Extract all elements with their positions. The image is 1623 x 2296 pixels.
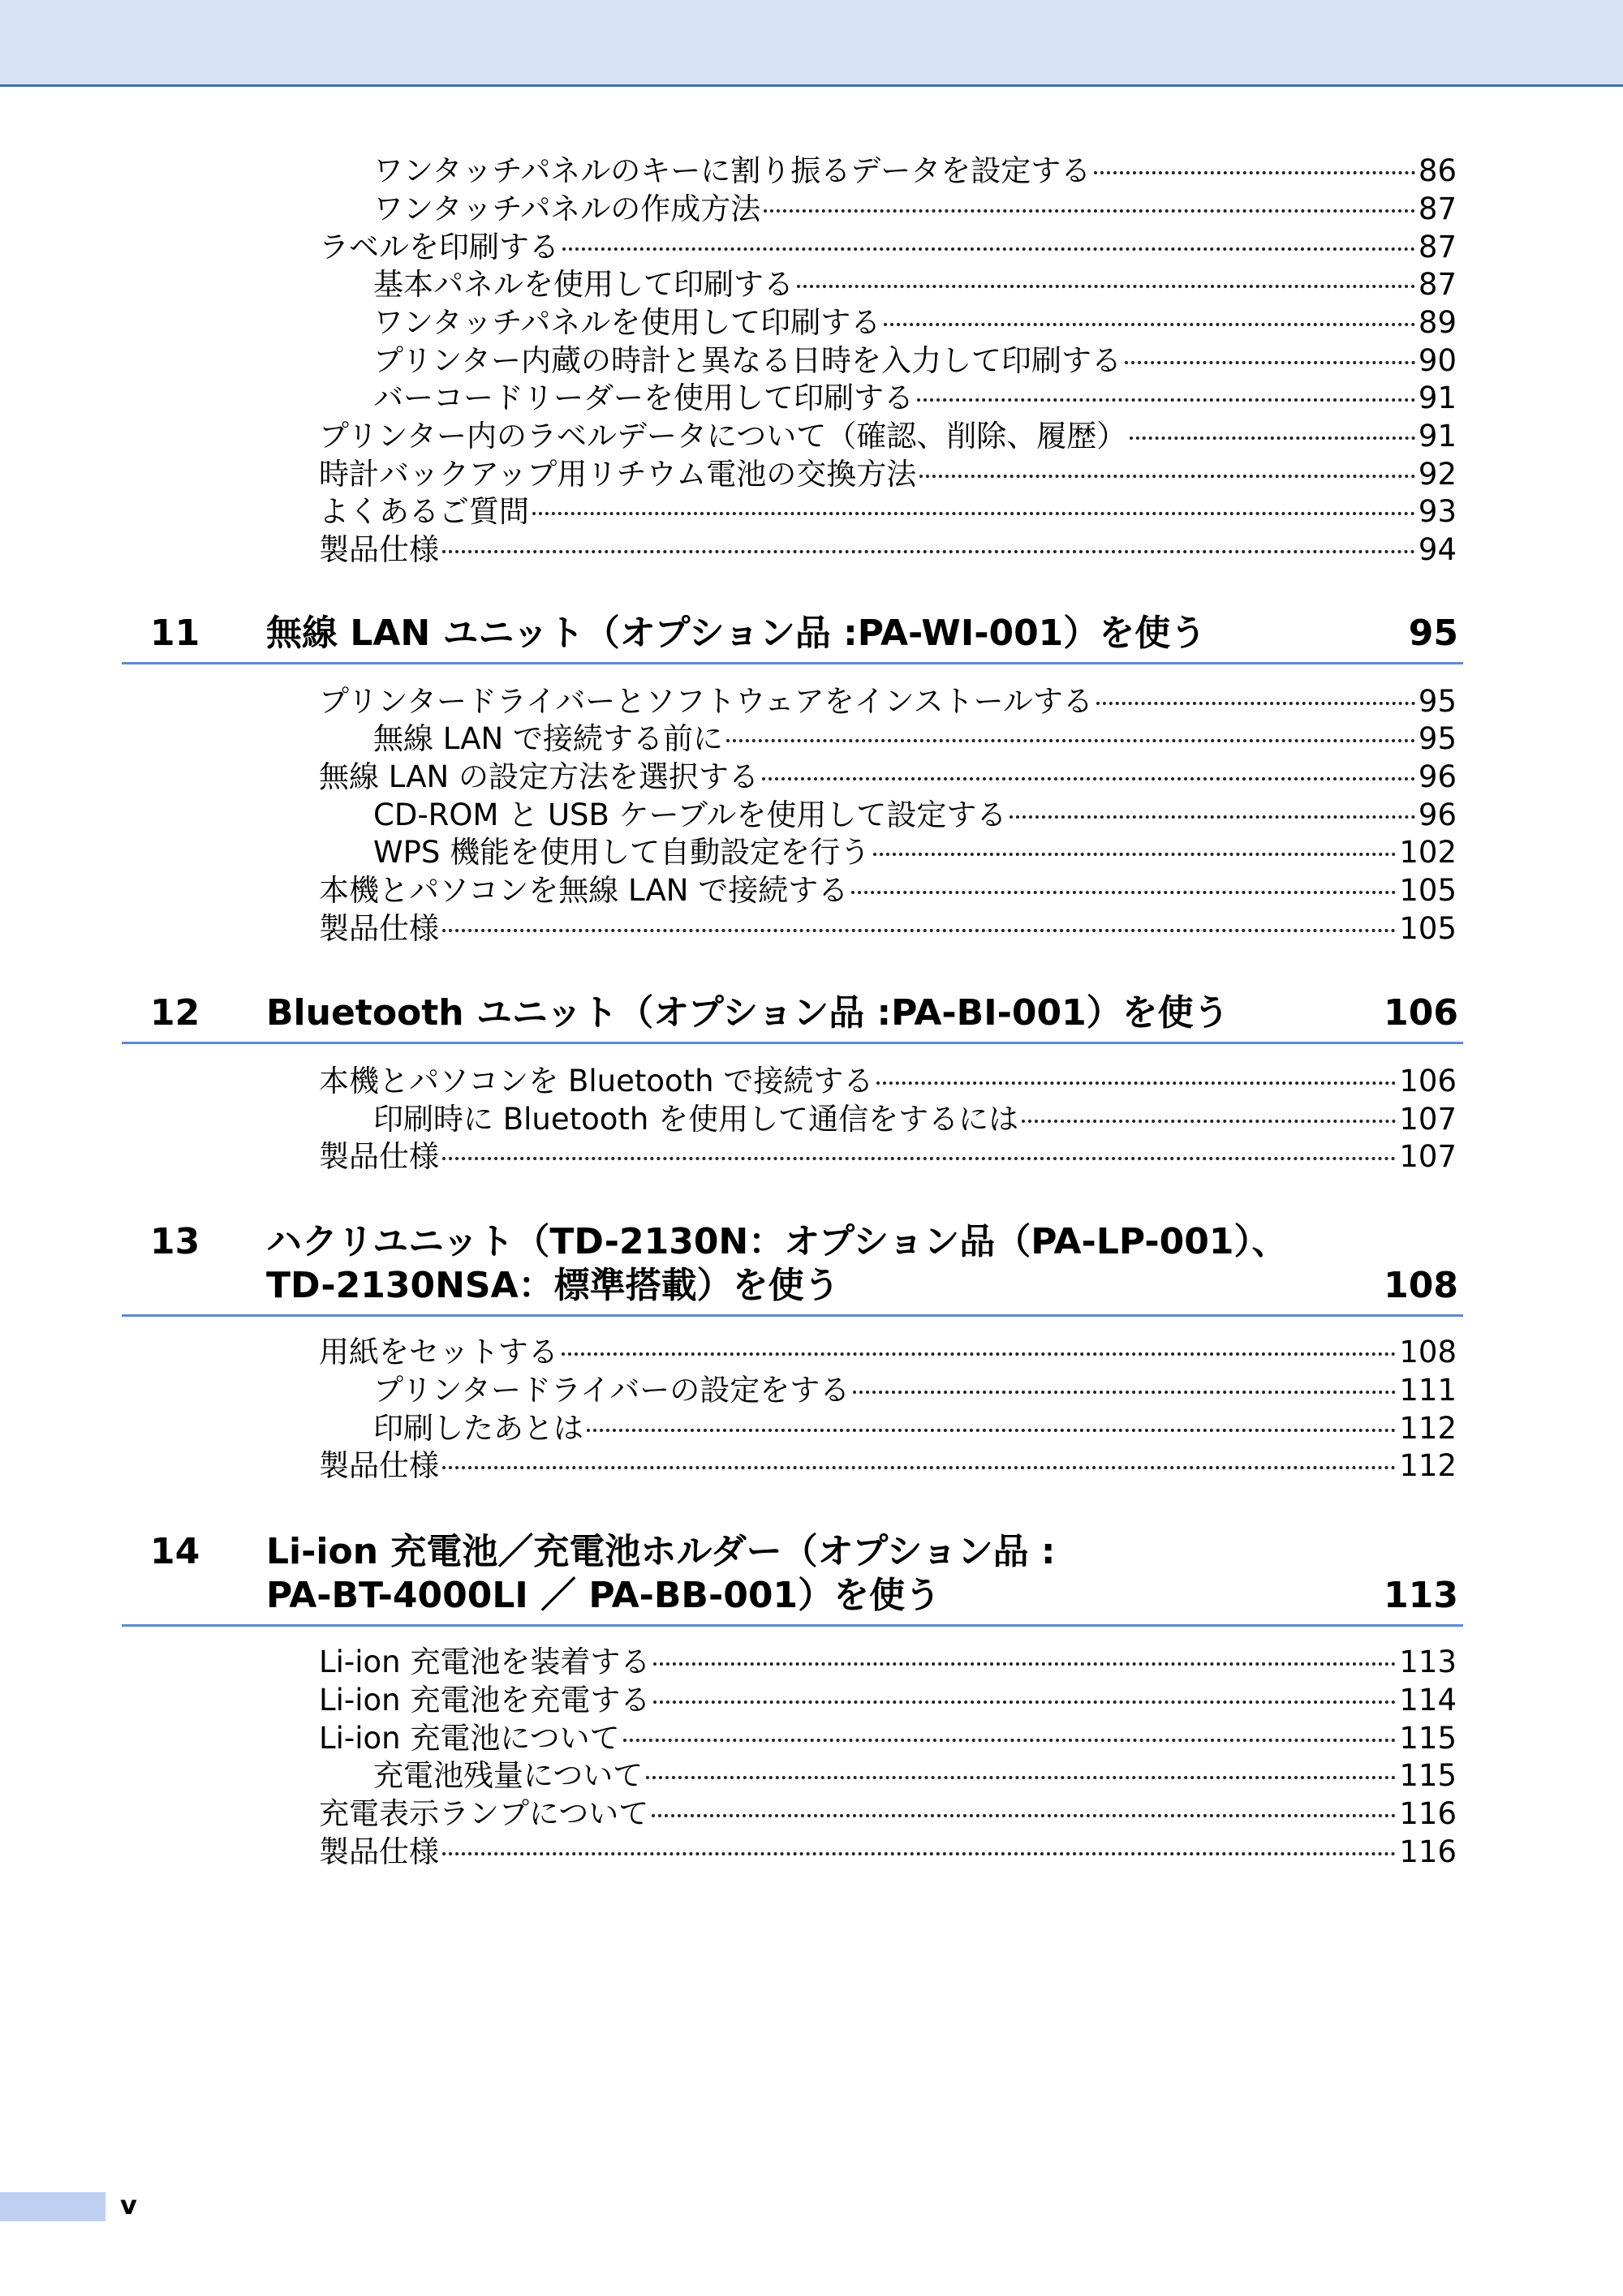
- toc-entry-title: 時計バックアップ用リチウム電池の交換方法: [319, 457, 917, 492]
- toc-entry-title: CD-ROM と USB ケーブルを使用して設定する: [373, 798, 1007, 832]
- chapter-number: 13: [150, 1221, 200, 1262]
- toc-entry[interactable]: [373, 380, 1457, 417]
- toc-entry-page: 91: [1418, 419, 1457, 454]
- dot-leader: [1010, 815, 1415, 819]
- dot-leader: [884, 323, 1415, 326]
- dot-leader: [646, 1776, 1396, 1779]
- chapter-heading-12[interactable]: [122, 990, 1463, 1044]
- chapter-title-line-2: TD-2130NSA：標準搭載）を使う: [266, 1265, 840, 1306]
- toc-entry-page: 105: [1399, 911, 1457, 946]
- toc-entry-title: 製品仕様: [319, 911, 439, 946]
- dot-leader: [917, 398, 1415, 402]
- toc-entry-page: 112: [1399, 1448, 1457, 1483]
- toc-entry-page: 94: [1418, 532, 1457, 567]
- toc-entry[interactable]: [319, 1795, 1457, 1833]
- toc-entry[interactable]: [319, 1334, 1457, 1371]
- dot-leader: [919, 475, 1415, 478]
- toc-entry[interactable]: [319, 1138, 1457, 1176]
- toc-entry-title: プリンタードライバーの設定をする: [373, 1373, 850, 1408]
- dot-leader: [653, 1662, 1396, 1666]
- toc-entry[interactable]: [319, 872, 1457, 909]
- toc-entry-title: 製品仕様: [319, 1834, 439, 1869]
- toc-entry-title: ワンタッチパネルを使用して印刷する: [373, 305, 881, 340]
- toc-entry-title: プリンタードライバーとソフトウェアをインストールする: [319, 684, 1093, 719]
- toc-entry-page: 114: [1399, 1683, 1457, 1718]
- toc-entry-title: Li-ion 充電池を装着する: [319, 1645, 651, 1679]
- dot-leader: [853, 1391, 1396, 1394]
- chapter-number: 12: [150, 992, 200, 1034]
- toc-entry-page: 93: [1418, 494, 1457, 529]
- toc-entry-title: プリンター内のラベルデータについて（確認、削除、履歴）: [319, 419, 1127, 454]
- toc-entry-page: 106: [1399, 1064, 1457, 1099]
- chapter-number: 14: [150, 1531, 200, 1572]
- toc-entry[interactable]: [319, 1644, 1457, 1681]
- toc-entry[interactable]: [319, 531, 1457, 569]
- chapter-page: 108: [1384, 1265, 1458, 1306]
- toc-entry[interactable]: [319, 1447, 1457, 1485]
- chapter-title: 無線 LAN ユニット（オプション品 :PA-WI-001）を使う: [266, 613, 1207, 654]
- dot-leader: [851, 891, 1396, 894]
- toc-entry-title: 充電表示ランプについて: [319, 1796, 649, 1831]
- toc-entry[interactable]: [373, 1101, 1457, 1138]
- toc-entry[interactable]: [319, 759, 1457, 796]
- toc-entry-page: 95: [1418, 721, 1457, 756]
- toc-entry[interactable]: [319, 418, 1457, 455]
- toc-entry-page: 90: [1418, 343, 1457, 378]
- dot-leader: [653, 1701, 1396, 1704]
- toc-entry-title: 無線 LAN の設定方法を選択する: [319, 759, 759, 794]
- toc-entry[interactable]: [319, 1063, 1457, 1100]
- toc-entry[interactable]: [373, 304, 1457, 342]
- toc-entry-page: 108: [1399, 1335, 1457, 1369]
- toc-entry-page: 92: [1418, 457, 1457, 492]
- chapter-title-line-2: PA-BT-4000LI ／ PA-BB-001）を使う: [266, 1575, 941, 1616]
- toc-entry-page: 95: [1418, 684, 1457, 719]
- chapter-title-line-1: Li-ion 充電池／充電池ホルダー（オプション品 :: [266, 1531, 1056, 1572]
- toc-entry-title: 印刷時に Bluetooth を使用して通信をするには: [373, 1102, 1019, 1137]
- toc-entry-page: 96: [1418, 759, 1457, 794]
- dot-leader: [1096, 702, 1415, 705]
- toc-entry-page: 87: [1418, 230, 1457, 264]
- chapter-title: Bluetooth ユニット（オプション品 :PA-BI-001）を使う: [266, 992, 1229, 1034]
- toc-entry[interactable]: [319, 910, 1457, 948]
- toc-entry-title: 製品仕様: [319, 1139, 439, 1174]
- chapter-number: 11: [150, 613, 200, 654]
- toc-entry[interactable]: [373, 834, 1457, 871]
- toc-entry-page: 89: [1418, 305, 1457, 340]
- dot-leader: [442, 1466, 1396, 1469]
- toc-entry[interactable]: [373, 720, 1457, 758]
- toc-entry-page: 87: [1418, 191, 1457, 226]
- chapter-page: 106: [1384, 992, 1458, 1034]
- toc-entry-page: 116: [1399, 1796, 1457, 1831]
- toc-entry-title: 無線 LAN で接続する前に: [373, 721, 723, 756]
- toc-entry-page: 91: [1418, 381, 1457, 415]
- toc-entry-page: 116: [1399, 1834, 1457, 1869]
- toc-entry[interactable]: [319, 1834, 1457, 1871]
- toc-entry-title: Li-ion 充電池について: [319, 1721, 620, 1756]
- toc-entry[interactable]: [319, 683, 1457, 720]
- toc-entry-page: 115: [1399, 1758, 1457, 1793]
- toc-entry-page: 113: [1399, 1645, 1457, 1679]
- dot-leader: [764, 209, 1415, 213]
- header-band: [0, 0, 1623, 87]
- dot-leader: [1125, 361, 1415, 364]
- toc-entry[interactable]: [373, 1757, 1457, 1795]
- toc-entry-page: 86: [1418, 153, 1457, 188]
- toc-entry-page: 112: [1399, 1411, 1457, 1446]
- toc-entry[interactable]: [373, 153, 1457, 190]
- chapter-page: 113: [1384, 1575, 1458, 1616]
- toc-entry-title: ラベルを印刷する: [319, 230, 559, 264]
- dot-leader: [623, 1739, 1397, 1742]
- dot-leader: [1130, 436, 1415, 440]
- dot-leader: [1094, 171, 1415, 174]
- footer-tab: [0, 2192, 105, 2221]
- dot-leader: [876, 1081, 1396, 1085]
- toc-entry-title: Li-ion 充電池を充電する: [319, 1683, 651, 1718]
- dot-leader: [562, 247, 1415, 251]
- toc-entry-title: 基本パネルを使用して印刷する: [373, 267, 794, 302]
- toc-entry-title: 製品仕様: [319, 532, 439, 567]
- chapter-heading-14[interactable]: [122, 1529, 1463, 1627]
- toc-entry[interactable]: [319, 1682, 1457, 1719]
- toc-entry[interactable]: [319, 229, 1457, 266]
- dot-leader: [762, 777, 1415, 780]
- toc-entry-title: 製品仕様: [319, 1448, 439, 1483]
- toc-entry-title: ワンタッチパネルの作成方法: [373, 191, 761, 226]
- dot-leader: [442, 1852, 1396, 1855]
- toc-entry-page: 115: [1399, 1721, 1457, 1756]
- toc-entry[interactable]: [373, 342, 1457, 380]
- toc-entry-page: 96: [1418, 798, 1457, 832]
- toc-entry[interactable]: [319, 1720, 1457, 1757]
- dot-leader: [442, 550, 1415, 553]
- toc-entry-page: 87: [1418, 267, 1457, 302]
- toc-entry[interactable]: [373, 1372, 1457, 1409]
- dot-leader: [442, 1157, 1396, 1160]
- toc-entry[interactable]: [319, 493, 1457, 531]
- toc-entry-title: WPS 機能を使用して自動設定を行う: [373, 835, 871, 870]
- toc-entry-page: 107: [1399, 1139, 1457, 1174]
- toc-entry-page: 111: [1399, 1373, 1457, 1408]
- toc-entry[interactable]: [373, 191, 1457, 228]
- toc-entry-title: よくあるご質問: [319, 494, 529, 529]
- chapter-title-line-1: ハクリユニット（TD-2130N：オプション品（PA-LP-001）、: [266, 1221, 1288, 1262]
- chapter-heading-11[interactable]: [122, 610, 1463, 664]
- dot-leader: [797, 285, 1415, 288]
- toc-entry[interactable]: [319, 456, 1457, 493]
- dot-leader: [652, 1814, 1396, 1817]
- toc-entry-page: 107: [1399, 1102, 1457, 1137]
- toc-entry-page: 105: [1399, 873, 1457, 908]
- toc-entry-title: バーコードリーダーを使用して印刷する: [373, 381, 914, 415]
- toc-entry-title: ワンタッチパネルのキーに割り振るデータを設定する: [373, 153, 1091, 188]
- dot-leader: [442, 929, 1396, 932]
- chapter-page: 95: [1408, 613, 1458, 654]
- toc-entry-title: 本機とパソコンを Bluetooth で接続する: [319, 1064, 874, 1099]
- dot-leader: [726, 739, 1415, 742]
- toc-entry-title: 充電池残量について: [373, 1758, 644, 1793]
- page-number: v: [120, 2190, 137, 2221]
- toc-entry-title: 用紙をセットする: [319, 1335, 558, 1369]
- dot-leader: [873, 853, 1396, 856]
- dot-leader: [532, 512, 1415, 515]
- toc-entry[interactable]: [373, 1410, 1457, 1447]
- toc-entry-title: 本機とパソコンを無線 LAN で接続する: [319, 873, 849, 908]
- toc-entry[interactable]: [373, 266, 1457, 303]
- toc-entry-title: プリンター内蔵の時計と異なる日時を入力して印刷する: [373, 343, 1122, 378]
- toc-entry-page: 102: [1399, 835, 1457, 870]
- toc-entry-title: 印刷したあとは: [373, 1411, 583, 1446]
- dot-leader: [562, 1352, 1396, 1356]
- dot-leader: [1022, 1120, 1396, 1123]
- chapter-heading-13[interactable]: [122, 1219, 1463, 1317]
- dot-leader: [587, 1429, 1396, 1432]
- toc-entry[interactable]: [373, 797, 1457, 834]
